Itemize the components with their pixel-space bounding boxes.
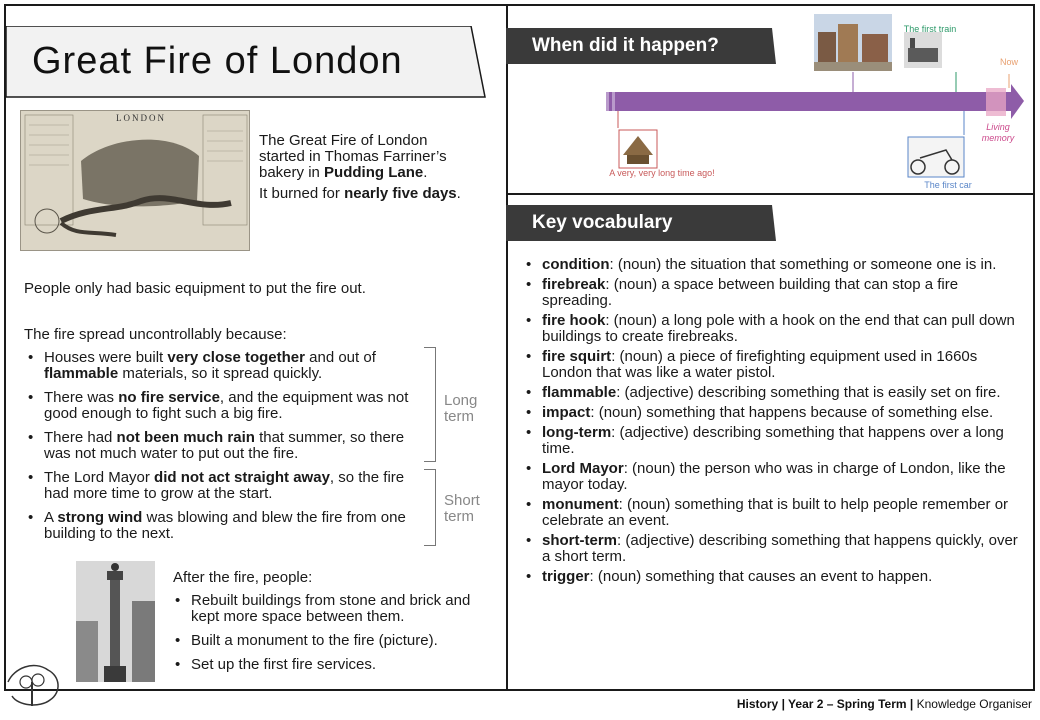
short-term-bracket: [424, 469, 436, 546]
intro-line-4: It burned for nearly five days.: [259, 185, 461, 202]
intro-line-1: The Great Fire of London: [259, 132, 428, 149]
footer-type: Knowledge Organiser: [916, 697, 1032, 711]
monument-photo: [76, 561, 155, 682]
short-term-label: Short term: [444, 492, 480, 525]
vocab-item: • fire hook: (noun) a long pole with a hook on the end that can pull down buildings to create firebreaks.: [524, 313, 1024, 345]
vocab-item: • condition: (noun) the situation that something or someone one is in.: [524, 257, 1024, 273]
vocab-heading: Key vocabulary: [532, 212, 673, 233]
timeline: [506, 10, 1035, 193]
after-item: • Built a monument to the fire (picture).: [173, 633, 488, 649]
vocab-item: • short-term: (adjective) describing something that happens quickly, over a short term.: [524, 533, 1024, 565]
footer-year: Year 2 – Spring Term: [788, 697, 907, 711]
after-list: [173, 593, 488, 681]
first-train-label: The first train: [903, 24, 957, 34]
vocab-item: • impact: (noun) something that happens because of something else.: [524, 405, 1024, 421]
cause-item: • The Lord Mayor did not act straight away, so the fire had more time to grow at the start.: [26, 470, 422, 502]
vocab-item: • Lord Mayor: (noun) the person who was in charge of London, like the mayor today.: [524, 461, 1024, 493]
vocab-item: • fire squirt: (noun) a piece of firefighting equipment used in 1660s London that was like a water pistol.: [524, 349, 1024, 381]
section-divider: [506, 193, 1035, 195]
vocab-item: • firebreak: (noun) a space between building that can stop a fire spreading.: [524, 277, 1024, 309]
cause-item: • A strong wind was blowing and blew the fire from one building to the next.: [26, 510, 422, 542]
vocab-list: [524, 257, 1024, 589]
long-term-bracket: [424, 347, 436, 462]
title-banner: [6, 26, 486, 98]
equipment-text: People only had basic equipment to put the fire out.: [24, 280, 366, 297]
cause-item: • Houses were built very close together and out of flammable materials, so it spread quickly.: [26, 350, 422, 382]
long-ago-label: A very, very long time ago!: [609, 168, 715, 178]
long-term-label: Long term: [444, 392, 478, 425]
intro-line-3: bakery in Pudding Lane.: [259, 164, 428, 181]
causes-list: [26, 350, 422, 550]
after-heading: After the fire, people:: [173, 569, 313, 586]
london-map-image: [20, 110, 250, 251]
map-caption: LONDON: [116, 113, 166, 123]
vocab-item: • monument: (noun) something that is built to help people remember or celebrate an event.: [524, 497, 1024, 529]
spread-heading: The fire spread uncontrollably because:: [24, 326, 287, 343]
vocab-item: • flammable: (adjective) describing something that is easily set on fire.: [524, 385, 1024, 401]
after-item: • Rebuilt buildings from stone and brick and kept more space between them.: [173, 593, 488, 625]
after-item: • Set up the first fire services.: [173, 657, 488, 673]
living-memory-label: Living memory: [981, 122, 1015, 143]
cause-item: • There was no fire service, and the equipment was not good enough to fight such a big fire.: [26, 390, 422, 422]
intro-text: [259, 133, 461, 202]
vocab-header: [506, 205, 776, 241]
intro-line-2: started in Thomas Farriner’s: [259, 148, 447, 165]
tree-logo-icon: [4, 652, 66, 714]
page-title: Great Fire of London: [32, 40, 403, 82]
vocab-item: • trigger: (noun) something that causes an event to happen.: [524, 569, 1024, 585]
cause-item: • There had not been much rain that summer, so there was not much water to put out the fire.: [26, 430, 422, 462]
first-car-label: The first car: [924, 180, 972, 190]
footer: History | Year 2 – Spring Term | Knowledge Organiser: [736, 697, 1032, 711]
footer-subject: History: [736, 697, 779, 711]
now-label: Now: [999, 57, 1018, 67]
vocab-item: • long-term: (adjective) describing something that happens over a long time.: [524, 425, 1024, 457]
when-heading: When did it happen?: [532, 35, 719, 56]
